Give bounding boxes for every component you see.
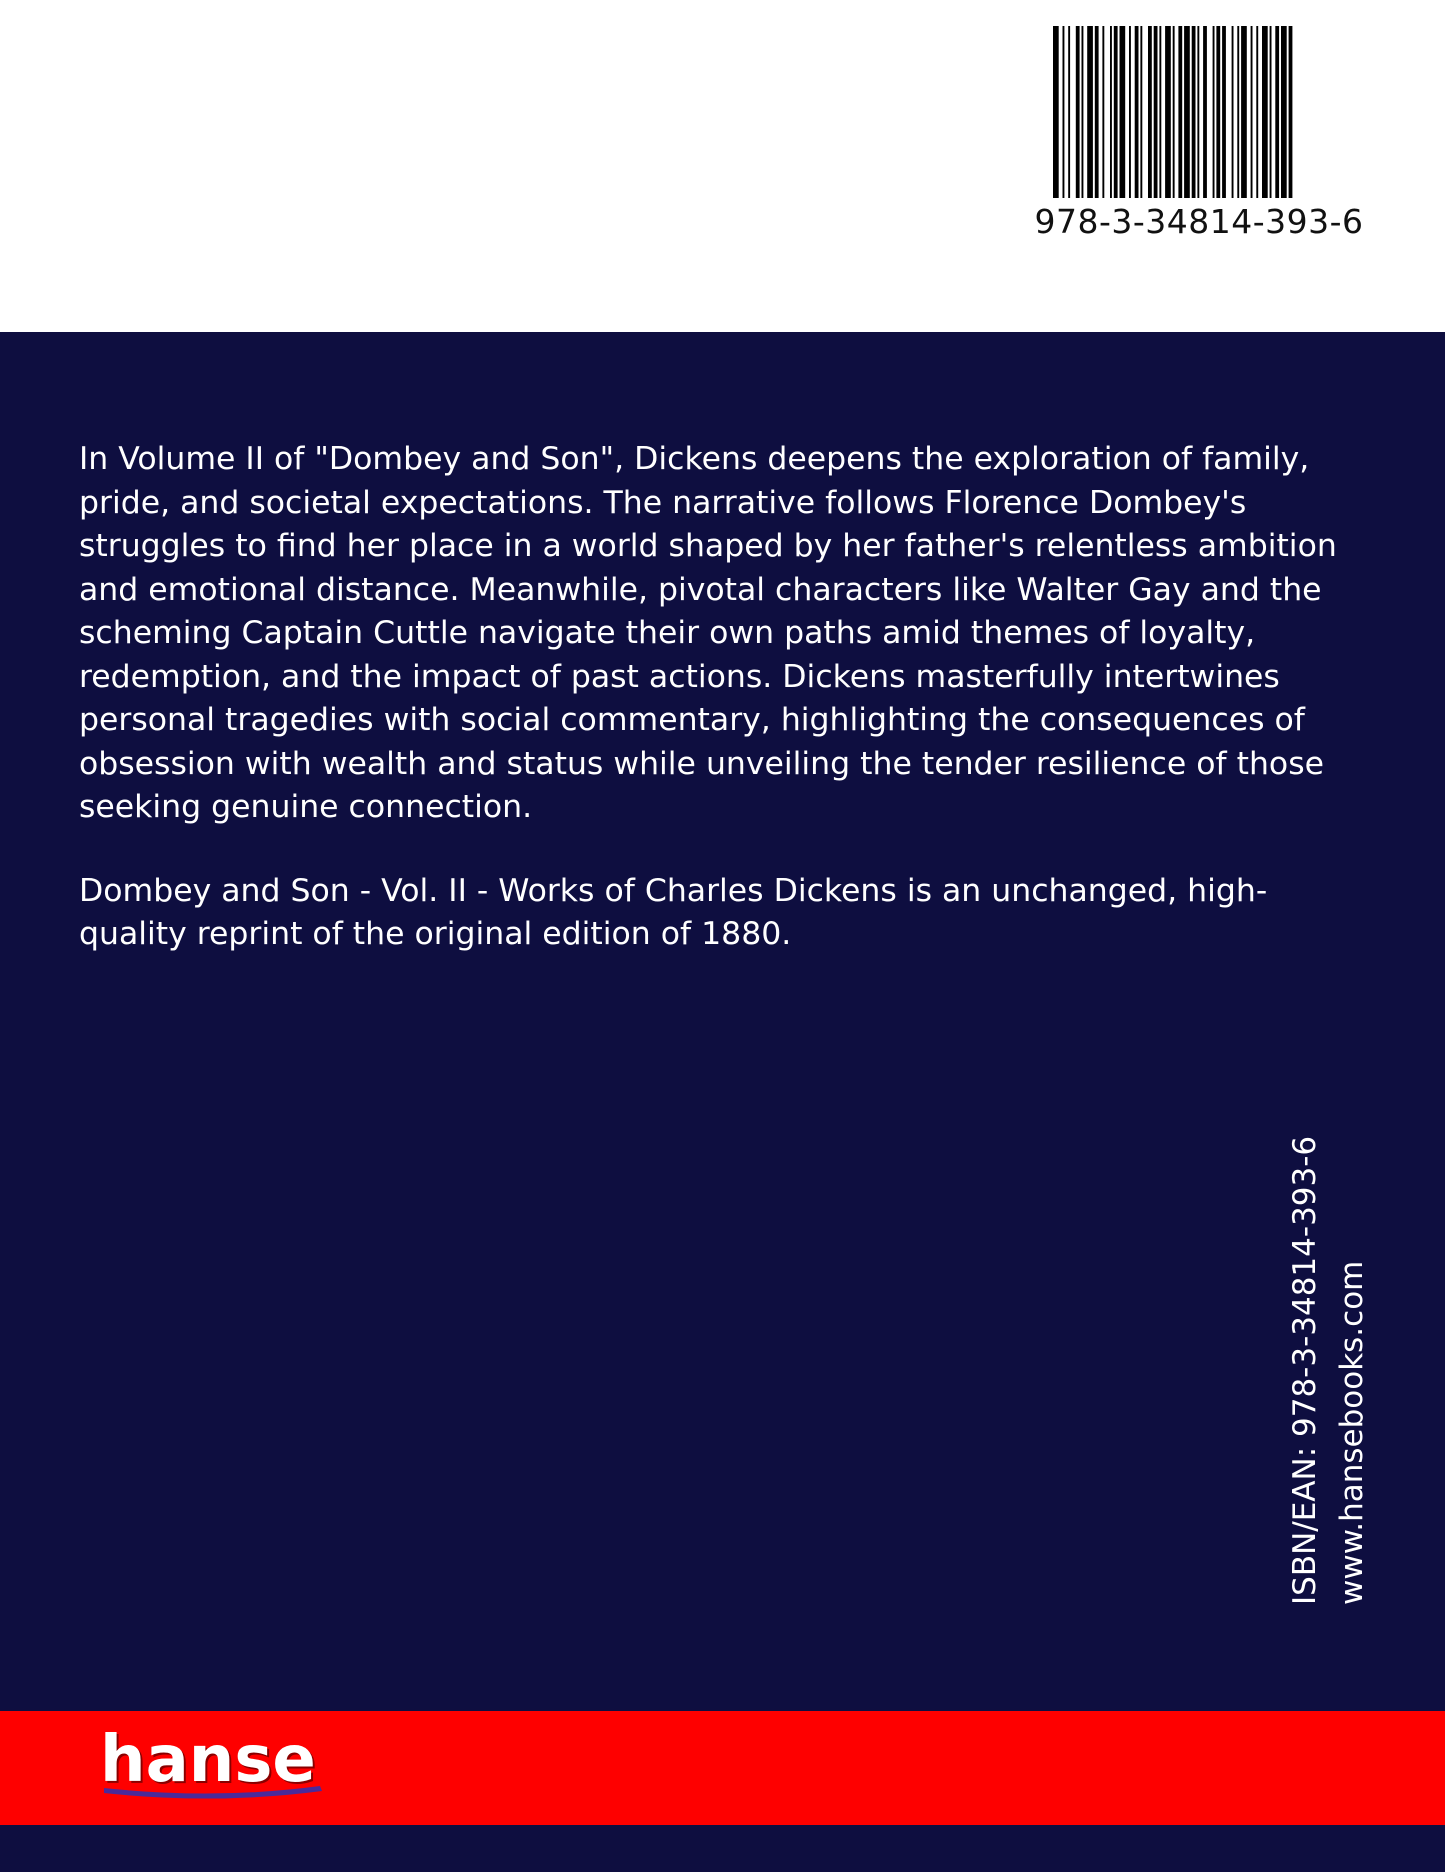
barcode-bar: [1148, 26, 1152, 198]
website-text: www.hansebooks.com: [1334, 1260, 1370, 1605]
logo-swoosh-icon: [100, 1778, 330, 1802]
barcode-bar: [1197, 26, 1199, 198]
barcode-bar: [1063, 26, 1065, 198]
hanse-logo: [100, 1723, 330, 1813]
barcode-bar: [1178, 26, 1182, 198]
barcode-bar: [1165, 26, 1171, 198]
barcode-bar: [1110, 26, 1112, 198]
barcode-bar: [1184, 26, 1190, 198]
barcode-image: [1052, 26, 1346, 198]
barcode-bar: [1120, 26, 1126, 198]
back-cover-panel: [0, 332, 1445, 1872]
barcode-bar: [1203, 26, 1207, 198]
barcode-bar: [1159, 26, 1161, 198]
barcode-bar: [1087, 26, 1093, 198]
barcode-bar: [1275, 26, 1279, 198]
barcode-bar: [1216, 26, 1220, 198]
top-white-area: [0, 0, 1445, 332]
barcode-bar: [1140, 26, 1142, 198]
barcode-bar: [1192, 26, 1196, 198]
barcode-bar: [1082, 26, 1084, 198]
barcode-bar: [1241, 26, 1247, 198]
barcode-bar: [1232, 26, 1234, 198]
book-description: [79, 438, 1369, 997]
barcode-bar: [1053, 26, 1059, 198]
barcode-bar: [1135, 26, 1139, 198]
barcode-bar: [1289, 26, 1293, 198]
description-paragraph-1: In Volume II of "Dombey and Son", Dickens deepens the exploration of family, pride, and societal expectations. The narrative follows Florence Dombey's struggles to find her place in a world shaped by her father's relentless ambition and emotional distance. Meanwhile, pivotal characters like Walter Gay and the scheming Captain Cuttle navigate their own paths amid themes of loyalty, redemption, and the impact of past actions. Dickens masterfully intertwines personal tragedies with social commentary, highlighting the consequences of obsession with wealth and status while unveiling the tender resilience of those seeking genuine connection.: [79, 441, 1337, 825]
barcode-number: 978-3-34814-393-6: [1034, 202, 1364, 241]
barcode-bar: [1237, 26, 1239, 198]
barcode-bar: [1213, 26, 1215, 198]
barcode-bar: [1251, 26, 1253, 198]
barcode-bar: [1114, 26, 1118, 198]
barcode-bar: [1102, 26, 1104, 198]
barcode-bar: [1095, 26, 1099, 198]
barcode-bar: [1129, 26, 1131, 198]
barcode-bar: [1270, 26, 1272, 198]
barcode-bar: [1154, 26, 1158, 198]
barcode-bar: [1256, 26, 1258, 198]
barcode-bar: [1281, 26, 1287, 198]
barcode-bar: [1222, 26, 1226, 198]
barcode-bar: [1262, 26, 1268, 198]
isbn-text: ISBN/EAN: 978-3-34814-393-6: [1287, 1135, 1323, 1605]
barcode-bar: [1173, 26, 1175, 198]
logo-text: hanse: [100, 1723, 316, 1797]
vertical-side-text: [1282, 1136, 1376, 1605]
description-paragraph-2: Dombey and Son - Vol. II - Works of Charles Dickens is an unchanged, high-quality reprint of the original edition of 1880.: [79, 872, 1268, 952]
barcode-bar: [1068, 26, 1070, 198]
barcode-bars: [1052, 26, 1346, 198]
barcode-bar: [1076, 26, 1080, 198]
